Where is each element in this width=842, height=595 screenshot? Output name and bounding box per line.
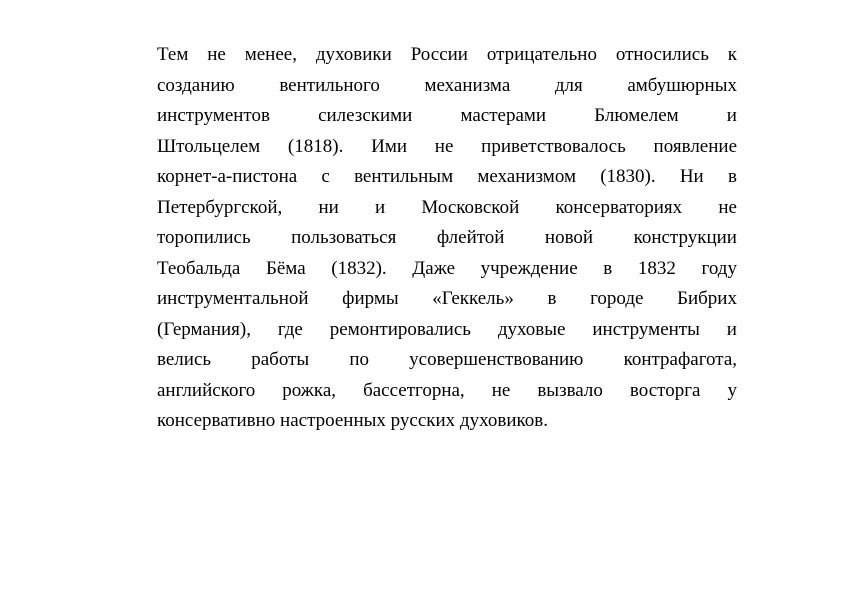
word: (Германия),: [157, 318, 251, 340]
word: Московской: [421, 196, 520, 218]
word: бассетгорна,: [363, 379, 465, 401]
word: инструментов: [157, 105, 270, 126]
word: для: [554, 74, 583, 96]
word: году: [701, 257, 737, 279]
word: отрицательно: [486, 44, 597, 65]
text-line: [157, 162, 737, 193]
word: не: [718, 196, 737, 218]
word: (1818).: [287, 135, 344, 157]
text-line: [157, 254, 737, 285]
word: инструменты: [592, 318, 700, 340]
word: в: [727, 166, 737, 187]
word: не: [491, 379, 511, 401]
word: силезскими: [318, 105, 413, 126]
word: 1832: [637, 257, 676, 279]
word: ремонтировались: [329, 318, 471, 340]
word: фирмы: [342, 288, 399, 309]
word: конструкции: [633, 227, 737, 248]
word: по: [349, 349, 369, 370]
text-line: [157, 40, 737, 71]
word: у: [727, 379, 737, 401]
text-line: [157, 193, 737, 224]
word: духовые: [497, 318, 566, 340]
word: городе: [590, 288, 644, 309]
word: вентильным: [354, 166, 454, 187]
word: Блюмелем: [594, 105, 679, 126]
text-line: [157, 71, 737, 102]
word: консервативно настроенных русских духовиков.: [157, 410, 548, 431]
word: мастерами: [460, 105, 547, 126]
word: к: [727, 44, 737, 65]
word: усовершенствованию: [409, 349, 584, 370]
word: механизма: [424, 74, 511, 96]
word: Бёма: [265, 257, 306, 279]
word: велись: [157, 349, 212, 370]
word: Тем: [157, 44, 189, 65]
word: России: [410, 44, 468, 65]
word: с: [321, 166, 330, 187]
word: (1830).: [600, 166, 656, 187]
word: менее,: [244, 44, 297, 65]
word: восторга: [629, 379, 701, 401]
word: работы: [251, 349, 310, 370]
word: учреждение: [480, 257, 578, 279]
word: созданию: [157, 74, 235, 96]
word: флейтой: [436, 227, 505, 248]
word: и: [726, 318, 737, 340]
word: где: [277, 318, 303, 340]
word: «Геккель»: [432, 288, 514, 309]
word: вызвало: [537, 379, 603, 401]
word: появление: [653, 135, 737, 157]
word: Даже: [412, 257, 456, 279]
word: вентильного: [279, 74, 380, 96]
word: инструментальной: [157, 288, 309, 309]
word: (1832).: [331, 257, 387, 279]
word: контрафагота,: [623, 349, 737, 370]
word: ни: [318, 196, 339, 218]
word: и: [375, 196, 386, 218]
word: амбушюрных: [627, 74, 737, 96]
word: Теобальда: [157, 257, 241, 279]
text-line: [157, 345, 737, 376]
word: Петербургской,: [157, 196, 283, 218]
paragraph: [157, 40, 737, 437]
word: духовики: [315, 44, 392, 65]
word: английского: [157, 379, 256, 401]
word: Штольцелем: [157, 135, 261, 157]
word: не: [207, 44, 226, 65]
text-line: [157, 315, 737, 346]
word: пользоваться: [291, 227, 397, 248]
word: в: [547, 288, 557, 309]
word: рожка,: [282, 379, 337, 401]
word: в: [603, 257, 613, 279]
word: Ими: [371, 135, 408, 157]
text-line: [157, 406, 737, 437]
word: Ни: [679, 166, 704, 187]
text-line: [157, 223, 737, 254]
word: приветствовалось: [481, 135, 626, 157]
text-line: [157, 101, 737, 132]
word: новой: [544, 227, 594, 248]
word: Бибрих: [677, 288, 737, 309]
word: не: [434, 135, 454, 157]
text-line: [157, 132, 737, 163]
word: корнет-а-пистона: [157, 166, 298, 187]
word: торопились: [157, 227, 251, 248]
word: механизмом: [477, 166, 576, 187]
text-line: [157, 376, 737, 407]
word: относились: [615, 44, 709, 65]
word: и: [726, 105, 737, 126]
word: консерваториях: [555, 196, 683, 218]
text-line: [157, 284, 737, 315]
